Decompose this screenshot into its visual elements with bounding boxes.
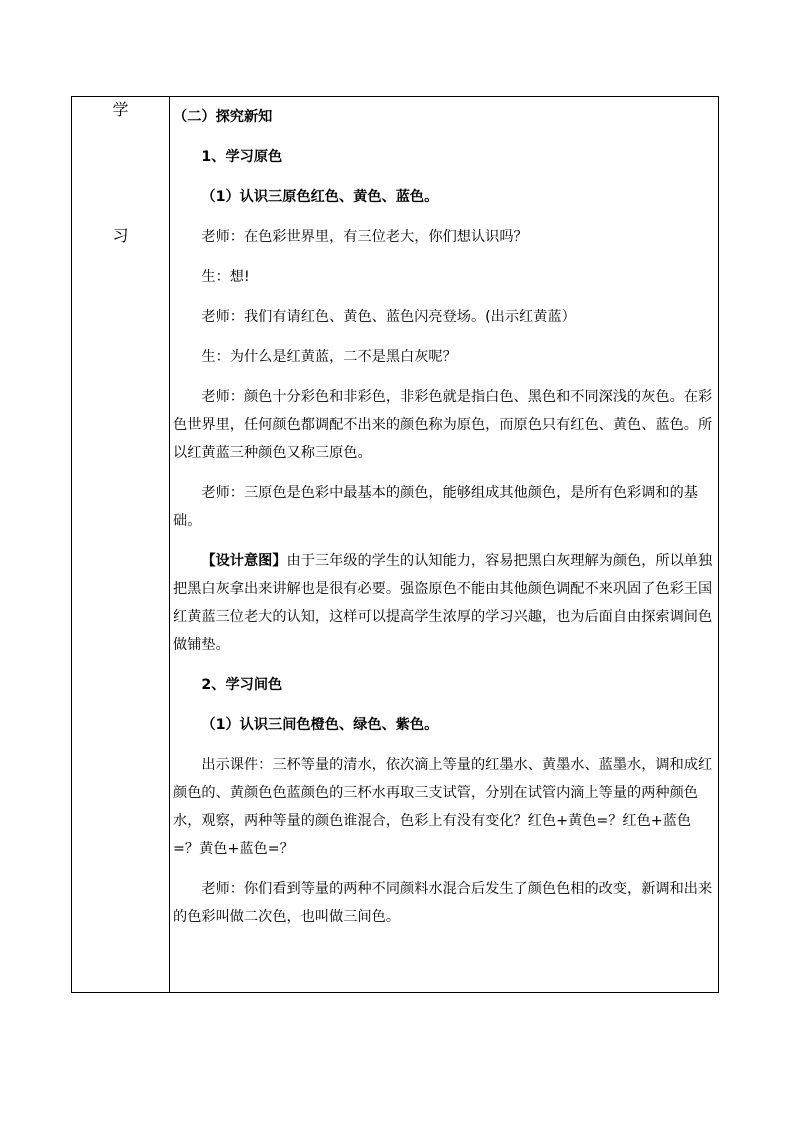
part2-subtitle: （1）认识三间色橙色、绿色、紫色。: [201, 717, 439, 733]
part1-subtitle: （1）认识三原色红色、黄色、蓝色。: [201, 189, 439, 205]
paragraph-6: 老师：三原色是色彩中最基本的颜色，能够组成其他颜色，是所有色彩调和的基础。: [173, 485, 698, 529]
section-title: （二）探究新知: [173, 109, 273, 125]
paragraph-3: 老师：我们有请红色、黄色、蓝色闪亮登场。(出示红黄蓝）: [201, 309, 576, 325]
paragraph-8: 老师：你们看到等量的两种不同颜料水混合后发生了颜色色相的改变，新调和出来的色彩叫做二次色，也叫做三间色。: [173, 881, 713, 925]
column-divider: [169, 97, 170, 992]
part1-title: 1、学习原色: [201, 149, 283, 165]
lesson-table: [71, 96, 719, 993]
paragraph-5: 老师：颜色十分彩色和非彩色，非彩色就是指白色、黑色和不同深浅的灰色。在彩色世界里，任何颜色都调配不出来的颜色称为原色，而原色只有红色、黄色、蓝色。所以红黄蓝三种颜色又称三原色。: [173, 389, 713, 461]
side-label-char-2: 习: [112, 226, 129, 245]
paragraph-4: 生：为什么是红黄蓝，二不是黑白灰呢？: [201, 349, 457, 365]
design-intent-marker: 【设计意图】: [201, 553, 287, 569]
paragraph-2: 生：想!: [201, 269, 250, 285]
content-cell: [173, 103, 717, 943]
paragraph-7: 出示课件：三杯等量的清水，依次滴上等量的红墨水、黄墨水、蓝墨水，调和成红颜色的、黄颜色色蓝颜色的三杯水再取三支试管，分别在试管内滴上等量的两种颜色水，观察，两种等量的颜色谁混合，色彩上有没有变化？红色+黄色=？红色+蓝色=？黄色+蓝色=？: [173, 757, 713, 857]
side-label-char-1: 学: [112, 100, 129, 119]
part2-title: 2、学习间色: [201, 677, 283, 693]
design-intent-paragraph: [173, 547, 717, 659]
design-intent-text: 由于三年级的学生的认知能力，容易把黑白灰理解为颜色，所以单独把黑白灰拿出来讲解也是很有必要。强盗原色不能由其他颜色调配不来巩固了色彩王国红黄蓝三位老大的认知，这样可以提高学生浓厚的学习兴趣，也为后面自由探索调间色做铺垫。: [173, 553, 713, 653]
paragraph-1: 老师：在色彩世界里，有三位老大，你们想认识吗？: [201, 229, 528, 245]
